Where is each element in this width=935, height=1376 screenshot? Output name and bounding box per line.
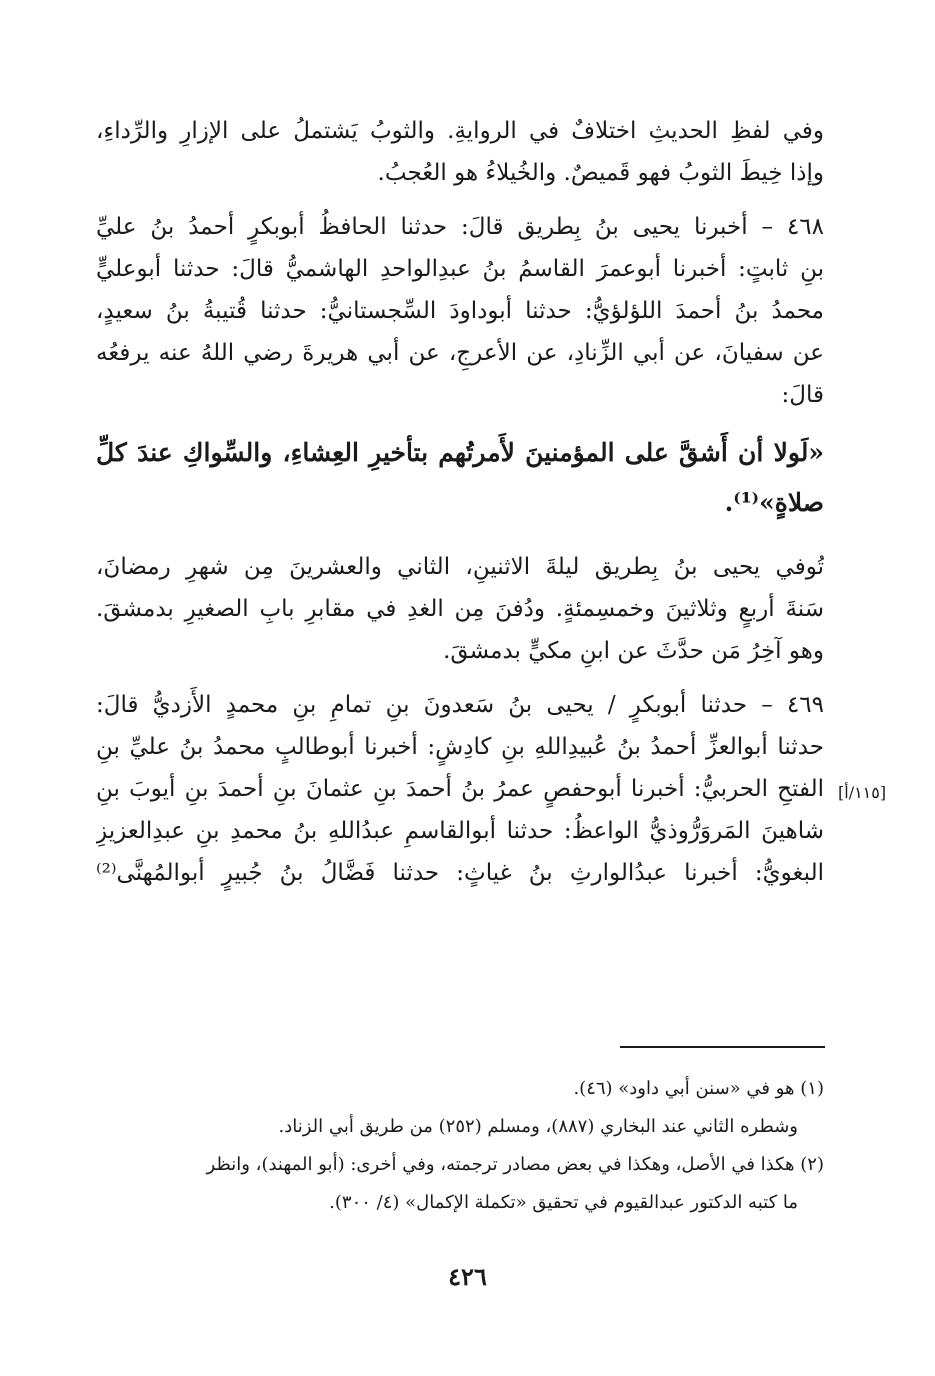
paragraph-commentary (96, 110, 824, 194)
text-line: حدثنا أبوالعزِّ أحمدُ بنُ عُبيدِاللهِ بنِ كادِشٍ: أخبرنا أبوطالبٍ محمدُ بنُ عليِّ بنِ (96, 734, 824, 760)
page-number: ٤٢٦ (448, 1262, 487, 1291)
text-line: ٤٦٩ – حدثنا أبوبكرٍ / يحيى بنُ سَعدونَ بنِ تمامِ بنِ محمدٍ الأَزديُّ قالَ: (96, 692, 824, 718)
text-line: سَنةَ أربعٍ وثلاثينَ وخمسِمئةٍ. ودُفنَ مِن الغدِ في مقابرِ بابِ الصغيرِ بدمشقَ. (96, 596, 824, 622)
text-line: الفتحِ الحربيُّ: أخبرنا أبوحفصٍ عمرُ بنُ أحمدَ بنِ عثمانَ بنِ أحمدَ بنِ أيوبَ بنِ (96, 776, 824, 802)
footnote-2: (٢) هكذا في الأصل، وهكذا في بعض مصادر ترجمته، وفي أخرى: (أبو المهند)، وانظر (206, 1154, 824, 1175)
hadith-line: صلاةٍ»⁽¹⁾. (724, 488, 824, 517)
footnotes (96, 1070, 824, 1222)
text-line: وهو آخِرُ مَن حدَّثَ عن ابنِ مكيٍّ بدمشقَ. (443, 638, 824, 664)
footnote-1: (١) هو في «سنن أبي داود» (٤٦). (573, 1078, 824, 1099)
text-line: شاهينَ المَروَرُّوذيُّ الواعظُ: حدثنا أبوالقاسمِ عبدُاللهِ بنُ محمدِ بنِ عبدِالعزيزِ (96, 818, 824, 844)
footnote-1-continuation: وشطره الثاني عند البخاري (٨٨٧)، ومسلم (٢٥٢) من طريق أبي الزناد. (278, 1116, 798, 1137)
text-line: تُوفي يحيى بنُ بِطريق ليلةَ الاثنينِ، الثاني والعشرينَ مِن شهرِ رمضانَ، (96, 554, 824, 580)
text-line: وفي لفظِ الحديثِ اختلافٌ في الروايةِ. والثوبُ يَشتملُ على الإزارِ والرِّداءِ، (96, 118, 824, 144)
text-line: محمدُ بنُ أحمدَ اللؤلؤيُّ: حدثنا أبوداودَ السِّجستانيُّ: حدثنا قُتيبةُ بنُ سعيدٍ، (96, 298, 824, 324)
manuscript-folio-reference: [١١٥/أ] (838, 783, 887, 802)
text-line: عن سفيانَ، عن أبي الزِّنادِ، عن الأعرجِ، عن أبي هريرةَ رضي اللهُ عنه يرفعُه (96, 340, 824, 366)
hadith-matn (96, 428, 824, 528)
main-text (96, 110, 824, 906)
text-line: بنِ ثابتٍ: أخبرنا أبوعمرَ القاسمُ بنُ عبدِالواحدِ الهاشميُّ قالَ: حدثنا أبوعليٍّ (96, 256, 824, 282)
paragraph-biography (96, 546, 824, 672)
text-line: ٤٦٨ – أخبرنا يحيى بنُ بِطريق قالَ: حدثنا الحافظُ أبوبكرٍ أحمدُ بنُ عليِّ (96, 214, 824, 240)
hadith-line: «لَولا أن أَشقَّ على المؤمنينَ لأَمرتُهم بتأخيرِ العِشاءِ، والسِّواكِ عندَ كلِّ (96, 438, 824, 467)
text-line: قالَ: (781, 382, 824, 408)
paragraph-hadith-468-isnad (96, 206, 824, 416)
text-line: البغويُّ: أخبرنا عبدُالوارثِ بنُ غياثٍ: حدثنا فَضَّالُ بنُ جُبيرٍ أبوالمُهنَّى⁽²⁾ (96, 860, 824, 886)
text-line: وإذا خِيطَ الثوبُ فهو قَميصٌ. والخُيلاءُ هو العُجبُ. (377, 160, 824, 186)
footnote-separator (620, 1046, 825, 1048)
footnote-2-continuation: ما كتبه الدكتور عبدالقيوم في تحقيق «تكملة الإكمال» (٤/ ٣٠٠). (329, 1192, 798, 1213)
paragraph-hadith-469-isnad (96, 684, 824, 894)
